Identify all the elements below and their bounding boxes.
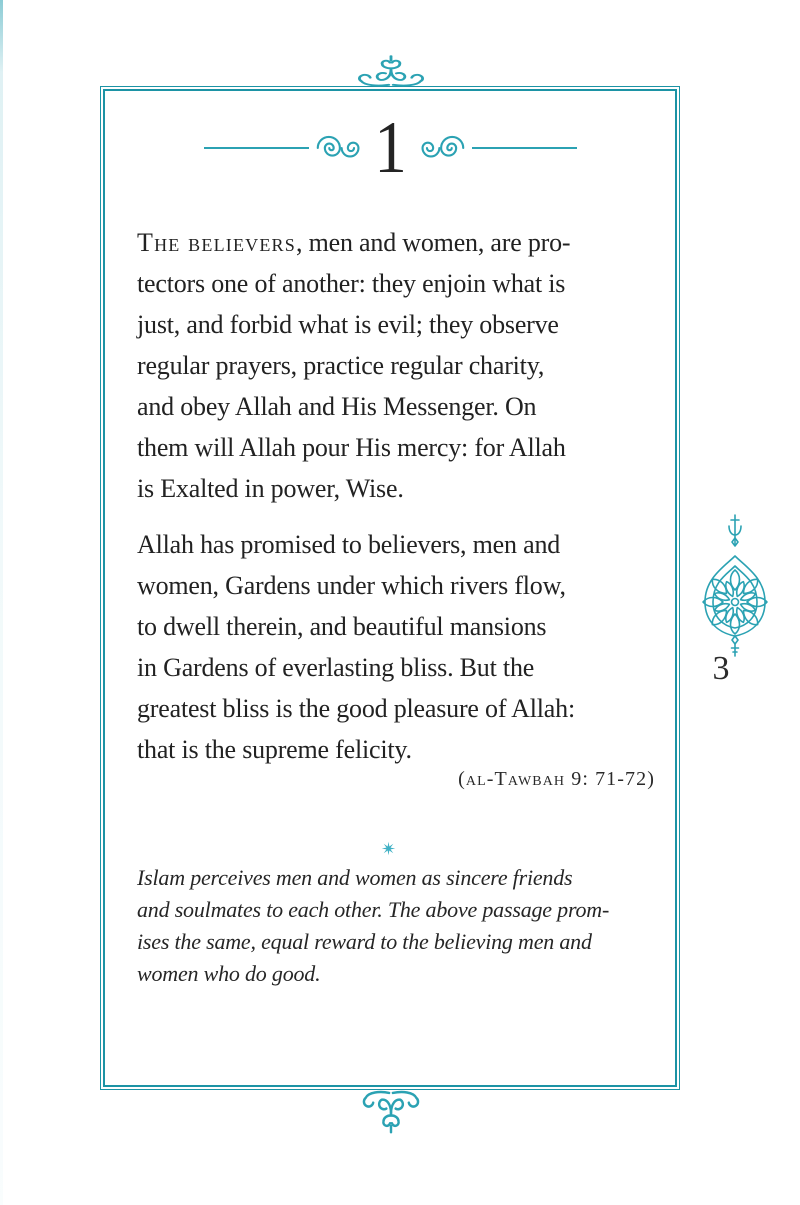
crown-scroll-icon (356, 54, 426, 87)
verse-line: greatest bliss is the good pleasure of Allah: (137, 694, 575, 723)
verse-line: and obey Allah and His Messenger. On (137, 392, 537, 421)
verse-line: in Gardens of everlasting bliss. But the (137, 653, 535, 682)
chapter-heading (103, 107, 677, 189)
commentary-paragraph (137, 862, 657, 990)
commentary-line: ises the same, equal reward to the believing men and (137, 929, 592, 954)
verse-line: women, Gardens under which rivers flow, (137, 571, 566, 600)
commentary-line: Islam perceives men and women as sincere friends (137, 865, 573, 890)
verse-lead-small-caps: The believers (137, 228, 296, 257)
page-edge-shadow (0, 0, 3, 1205)
verse-attribution: (al-Tawbah 9: 71-72) (458, 768, 655, 790)
verse-line: tectors one of another: they enjoin what is (137, 269, 566, 298)
verse-line: to dwell therein, and beautiful mansions (137, 612, 547, 641)
commentary-line: and soulmates to each other. The above passage prom- (137, 897, 610, 922)
scroll-flourish-icon-right (419, 128, 465, 168)
verse-line-text: , men and women, are pro- (295, 228, 571, 257)
heading-rule-right (472, 147, 577, 149)
verse-line: them will Allah pour His mercy: for Allah (137, 433, 566, 462)
page-number: 3 (712, 650, 730, 687)
verse-line (137, 222, 655, 263)
verse-line: regular prayers, practice regular charity, (137, 351, 545, 380)
crown-scroll-inverted-icon (361, 1090, 421, 1135)
scroll-flourish-icon-left (316, 128, 362, 168)
chapter-number: 1 (373, 107, 407, 189)
verse-line: just, and forbid what is evil; they observe (137, 310, 559, 339)
verse-line: is Exalted in power, Wise. (137, 474, 404, 503)
eight-point-star-icon (380, 840, 397, 857)
floral-medallion-icon (687, 514, 783, 658)
verse-line: that is the supreme felicity. (137, 735, 412, 764)
verse-paragraph-2 (137, 524, 655, 770)
verse-line: Allah has promised to believers, men and (137, 530, 561, 559)
heading-rule-left (204, 147, 309, 149)
verse-paragraph-1 (137, 222, 655, 509)
commentary-line: women who do good. (137, 961, 321, 986)
